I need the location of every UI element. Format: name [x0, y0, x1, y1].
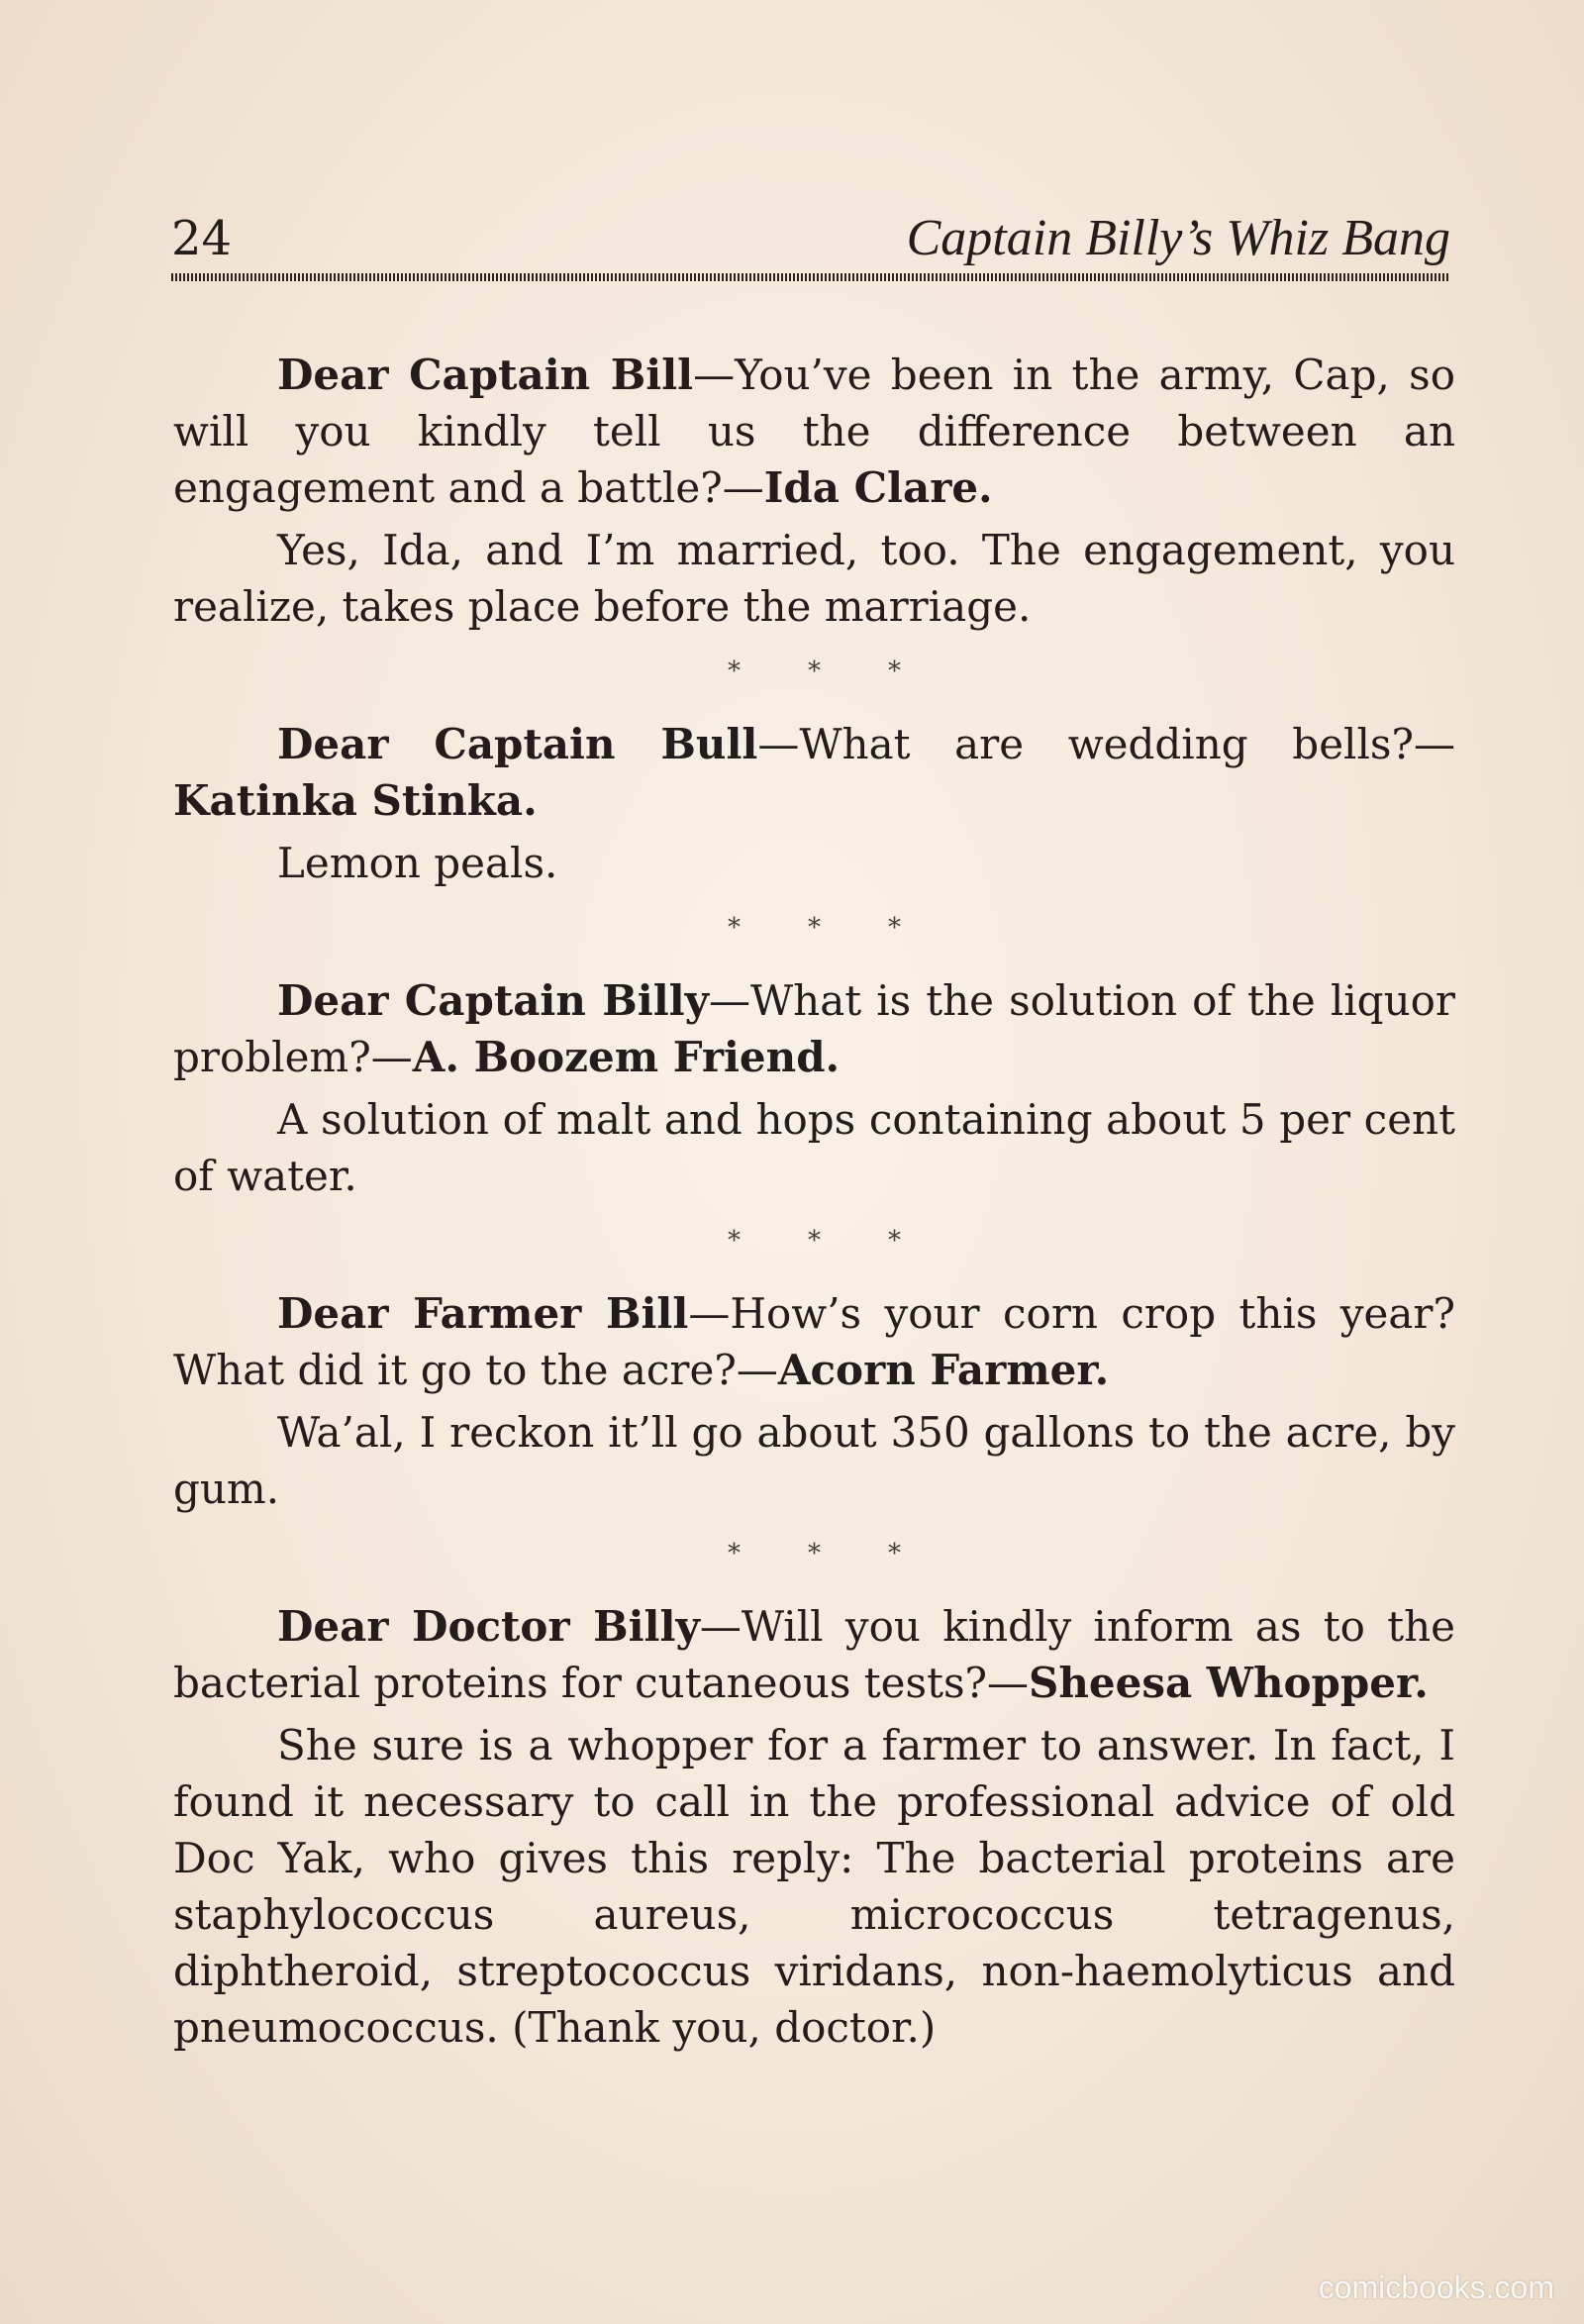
answer-3: A solution of malt and hops containing about 5 per cent of water.	[173, 1095, 1455, 1200]
page-body	[173, 347, 1455, 2056]
watermark: comicbooks.com	[1318, 2270, 1554, 2305]
question-text: —You’ve been in the army, Cap, so will you kindly tell us the difference between an engagement and a battle?—	[173, 351, 1455, 512]
letter-1	[173, 347, 1455, 516]
letter-2	[173, 716, 1455, 829]
page-header	[171, 208, 1450, 269]
question-text: —Will you kindly inform as to the bacterial proteins for cutaneous tests?—	[173, 1602, 1455, 1707]
signature: Katinka Stinka.	[173, 776, 538, 825]
separator-stars: * * *	[728, 657, 901, 686]
question-text: —What is the solution of the liquor problem?—	[173, 976, 1455, 1081]
letter-4	[173, 1285, 1455, 1398]
question-text: —What are wedding bells?—	[757, 720, 1455, 768]
header-rule	[171, 273, 1450, 281]
salutation: Dear Captain Bull	[277, 720, 758, 768]
answer-5: She sure is a whopper for a farmer to answer. In fact, I found it necessary to call in the professional advice of old Doc Yak, who gives this reply: The bacterial proteins are staphylococcus aureus, micrococcus tetragenus, diphtheroid, streptococcus viridans, non-haemolyticus and pneumococcus. (Thank you, doctor.)	[173, 1721, 1455, 2052]
salutation: Dear Captain Billy	[277, 976, 710, 1025]
separator-stars: * * *	[728, 1226, 901, 1256]
salutation: Dear Captain Bill	[277, 351, 694, 399]
signature: Sheesa Whopper.	[1029, 1659, 1429, 1707]
salutation: Dear Farmer Bill	[277, 1289, 689, 1338]
answer-1: Yes, Ida, and I’m married, too. The engagement, you realize, takes place before the marriage.	[173, 526, 1455, 631]
page-number: 24	[171, 211, 233, 266]
separator-stars: * * *	[728, 1539, 901, 1568]
salutation: Dear Doctor Billy	[277, 1602, 700, 1651]
question-text: —How’s your corn crop this year? What did it go to the acre?—	[173, 1289, 1456, 1394]
signature: A. Boozem Friend.	[412, 1033, 841, 1081]
letter-3	[173, 972, 1455, 1085]
answer-2: Lemon peals.	[277, 839, 558, 887]
running-title: Captain Billy’s Whiz Bang	[906, 210, 1450, 266]
signature: Ida Clare.	[763, 463, 993, 512]
letter-5	[173, 1598, 1455, 1711]
answer-4: Wa’al, I reckon it’ll go about 350 gallons to the acre, by gum.	[173, 1408, 1455, 1513]
separator-stars: * * *	[728, 913, 901, 943]
signature: Acorn Farmer.	[777, 1346, 1110, 1394]
